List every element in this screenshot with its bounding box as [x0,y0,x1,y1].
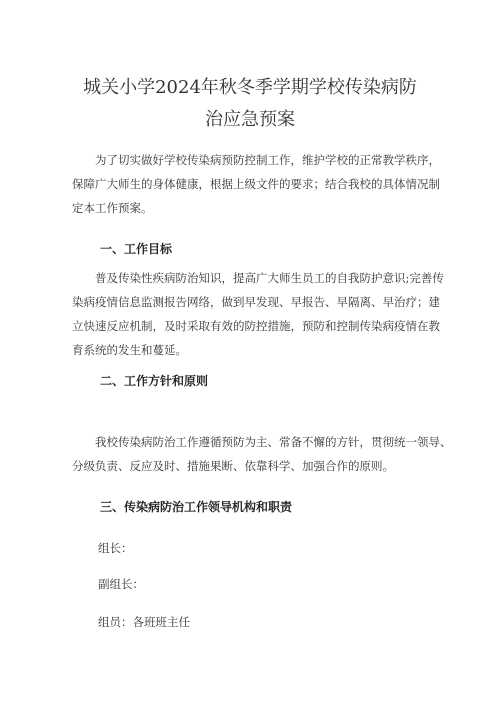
intro-line-2: 保障广大师生的身体健康，根据上级文件的要求；结合我校的具体情况制 [72,177,440,191]
members-field: 组员：各班班主任 [98,615,190,629]
leader-field: 组长： [98,541,133,555]
section-2-line-1: 我校传染病防治工作遵循预防为主、常备不懈的方针，贯彻统一领导、 [95,435,452,449]
intro-paragraph [72,148,442,220]
section-2-paragraph [72,430,452,478]
intro-line-1: 为了切实做好学校传染病预防控制工作，维护学校的正常教学秩序， [95,153,440,167]
section-1-paragraph [72,266,442,362]
section-2-heading: 二、工作方针和原则 [100,374,209,388]
section-1-line-2: 染病疫情信息监测报告网络，做到早发现、早报告、早隔离、早治疗；建 [72,295,440,309]
section-1-line-1: 普及传染性疾病防治知识，提高广大师生员工的自我防护意识;完善传 [95,271,444,285]
title-line-1: 城关小学2024年秋冬季学期学校传染病防 [83,77,417,98]
document-title [60,72,440,136]
intro-line-3: 定本工作预案。 [72,201,153,215]
section-1-line-4: 育系统的发生和蔓延。 [72,343,187,357]
section-1-line-3: 立快速反应机制，及时采取有效的防控措施，预防和控制传染病疫情在教 [72,319,440,333]
section-2-line-2: 分级负责、反应及时、措施果断、依靠科学、加强合作的原则。 [72,459,394,473]
section-3-heading: 三、传染病防治工作领导机构和职责 [100,500,293,514]
deputy-leader-field: 副组长： [98,577,144,591]
section-1-heading: 一、工作目标 [100,242,173,256]
title-line-2: 治应急预案 [205,109,295,130]
